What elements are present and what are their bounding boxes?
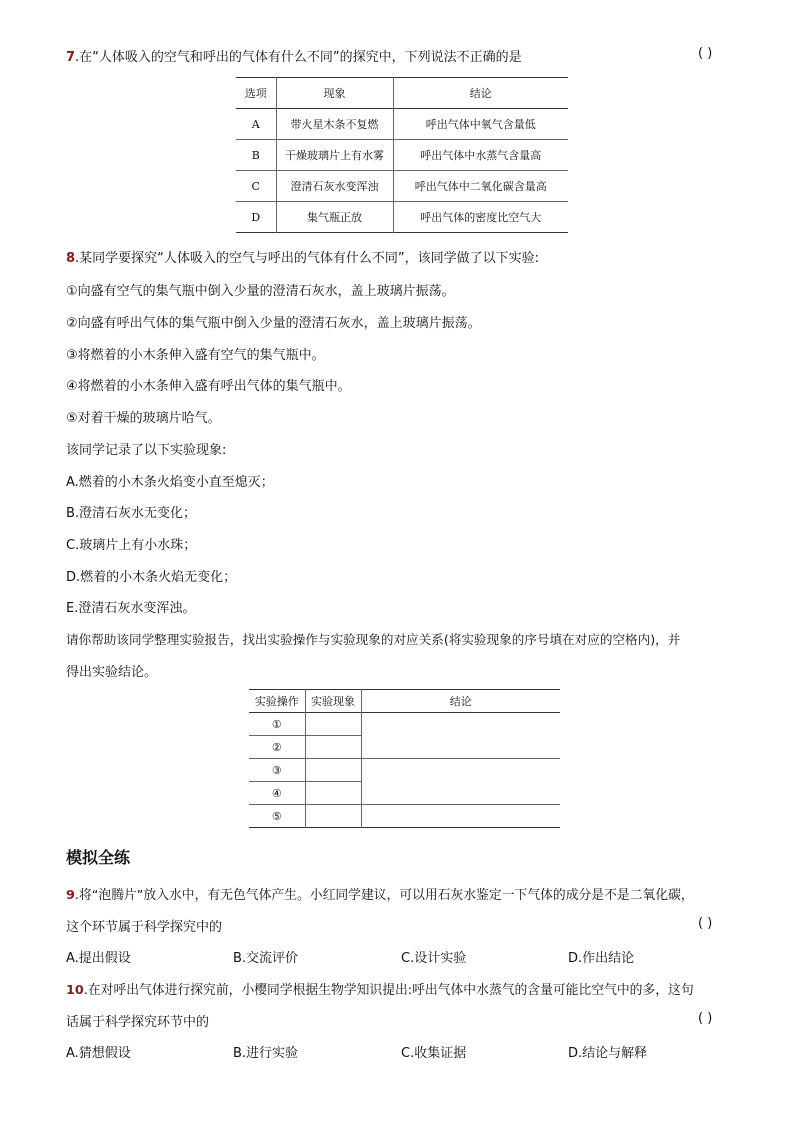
table-row: [236, 171, 568, 202]
table-header: 现象: [276, 78, 393, 109]
table-cell: C: [251, 179, 260, 193]
table-row: [249, 713, 560, 736]
record-intro: 该同学记录了以下实验现象:: [66, 443, 227, 458]
phenomenon-blank[interactable]: [305, 782, 361, 805]
table-row: [249, 805, 560, 828]
table-cell: A: [251, 117, 260, 131]
experiment-step: ①向盛有空气的集气瓶中倒入少量的澄清石灰水，盖上玻璃片振荡。: [66, 284, 455, 299]
question-text: .将“泡腾片”放入水中，有无色气体产生。小红同学建议，可以用石灰水鉴定一下气体的成分是不是二氧化碳，: [74, 888, 694, 903]
operation-cell: ①: [249, 713, 305, 736]
answer-parentheses: ( ): [698, 916, 713, 931]
table-cell: 呼出气体的密度比空气大: [393, 202, 568, 233]
question-text: .在“人体吸入的空气和呼出的气体有什么不同”的探究中，下列说法不正确的是: [75, 50, 522, 65]
answer-parentheses: ( ): [698, 1011, 713, 1026]
answer-parentheses: ( ): [698, 46, 713, 61]
table-header: 选项: [244, 87, 267, 100]
table-cell: B: [251, 148, 260, 162]
option-d[interactable]: D.作出结论: [568, 951, 635, 966]
question-text: .某同学要探究“人体吸入的空气与呼出的气体有什么不同”，该同学做了以下实验:: [75, 251, 540, 266]
table-row: [236, 202, 568, 233]
request-text: 得出实验结论。: [66, 665, 158, 680]
table-header: 实验操作: [254, 695, 299, 708]
question-9-stem: [66, 884, 694, 903]
option-b[interactable]: B.进行实验: [233, 1046, 299, 1061]
option-d[interactable]: D.结论与解释: [568, 1046, 648, 1061]
question-number: 9: [66, 888, 75, 903]
phenomenon: A.燃着的小木条火焰变小直至熄灭；: [66, 475, 274, 490]
table-cell: 呼出气体中氧气含量低: [393, 109, 568, 140]
question-10-stem: [66, 979, 694, 998]
question-text-line2: 这个环节属于科学探究中的: [66, 920, 223, 935]
experiment-step: ②向盛有呼出气体的集气瓶中倒入少量的澄清石灰水，盖上玻璃片振荡。: [66, 316, 481, 331]
question-text-line2: 话属于科学探究环节中的: [66, 1015, 210, 1030]
phenomenon: B.澄清石灰水无变化；: [66, 506, 197, 521]
q8-report-table: [249, 689, 560, 828]
question-text: .在对呼出气体进行探究前，小樱同学根据生物学知识提出:呼出气体中水蒸气的含量可能比空气中的多，这句: [83, 983, 694, 998]
section-title: 模拟全练: [66, 848, 131, 867]
option-a[interactable]: A.提出假设: [66, 951, 131, 966]
table-row: [236, 140, 568, 171]
option-c[interactable]: C.设计实验: [401, 951, 467, 966]
phenomenon-blank[interactable]: [305, 736, 361, 759]
table-header: 结论: [393, 78, 568, 109]
table-header: 结论: [361, 690, 560, 713]
request-text: 请你帮助该同学整理实验报告，找出实验操作与实验现象的对应关系(将实验现象的序号填在对应的空格内)，并: [66, 632, 681, 647]
experiment-step: ③将燃着的小木条伸入盛有空气的集气瓶中。: [66, 348, 325, 363]
q7-table: [236, 77, 568, 233]
table-header: 实验现象: [305, 690, 361, 713]
phenomenon: C.玻璃片上有小水珠；: [66, 538, 197, 553]
question-number: 7: [66, 50, 76, 65]
question-7-stem: [66, 46, 522, 65]
option-a[interactable]: A.猜想假设: [66, 1046, 131, 1061]
phenomenon-blank[interactable]: [305, 805, 361, 828]
table-cell: 干燥玻璃片上有水雾: [276, 140, 393, 171]
phenomenon: E.澄清石灰水变浑浊。: [66, 601, 196, 616]
table-row: [249, 759, 560, 782]
table-cell: D: [251, 210, 261, 224]
phenomenon-blank[interactable]: [305, 713, 361, 736]
conclusion-blank[interactable]: [361, 805, 560, 828]
operation-cell: ④: [249, 782, 305, 805]
experiment-step: ④将燃着的小木条伸入盛有呼出气体的集气瓶中。: [66, 379, 351, 394]
table-cell: 呼出气体中水蒸气含量高: [393, 140, 568, 171]
phenomenon-blank[interactable]: [305, 759, 361, 782]
table-cell: 带火星木条不复燃: [276, 109, 393, 140]
option-b[interactable]: B.交流评价: [233, 951, 299, 966]
phenomenon: D.燃着的小木条火焰无变化；: [66, 570, 237, 585]
table-cell: 澄清石灰水变浑浊: [276, 171, 393, 202]
conclusion-blank[interactable]: [361, 713, 560, 759]
question-number: 8: [66, 251, 76, 266]
table-row: [236, 109, 568, 140]
option-c[interactable]: C.收集证据: [401, 1046, 467, 1061]
experiment-step: ⑤对着干燥的玻璃片哈气。: [66, 411, 221, 426]
conclusion-blank[interactable]: [361, 759, 560, 805]
operation-cell: ③: [249, 759, 305, 782]
table-cell: 集气瓶正放: [276, 202, 393, 233]
table-cell: 呼出气体中二氧化碳含量高: [393, 171, 568, 202]
question-number: 10: [66, 983, 84, 998]
operation-cell: ②: [249, 736, 305, 759]
operation-cell: ⑤: [271, 809, 282, 823]
question-8-stem: [66, 247, 539, 266]
